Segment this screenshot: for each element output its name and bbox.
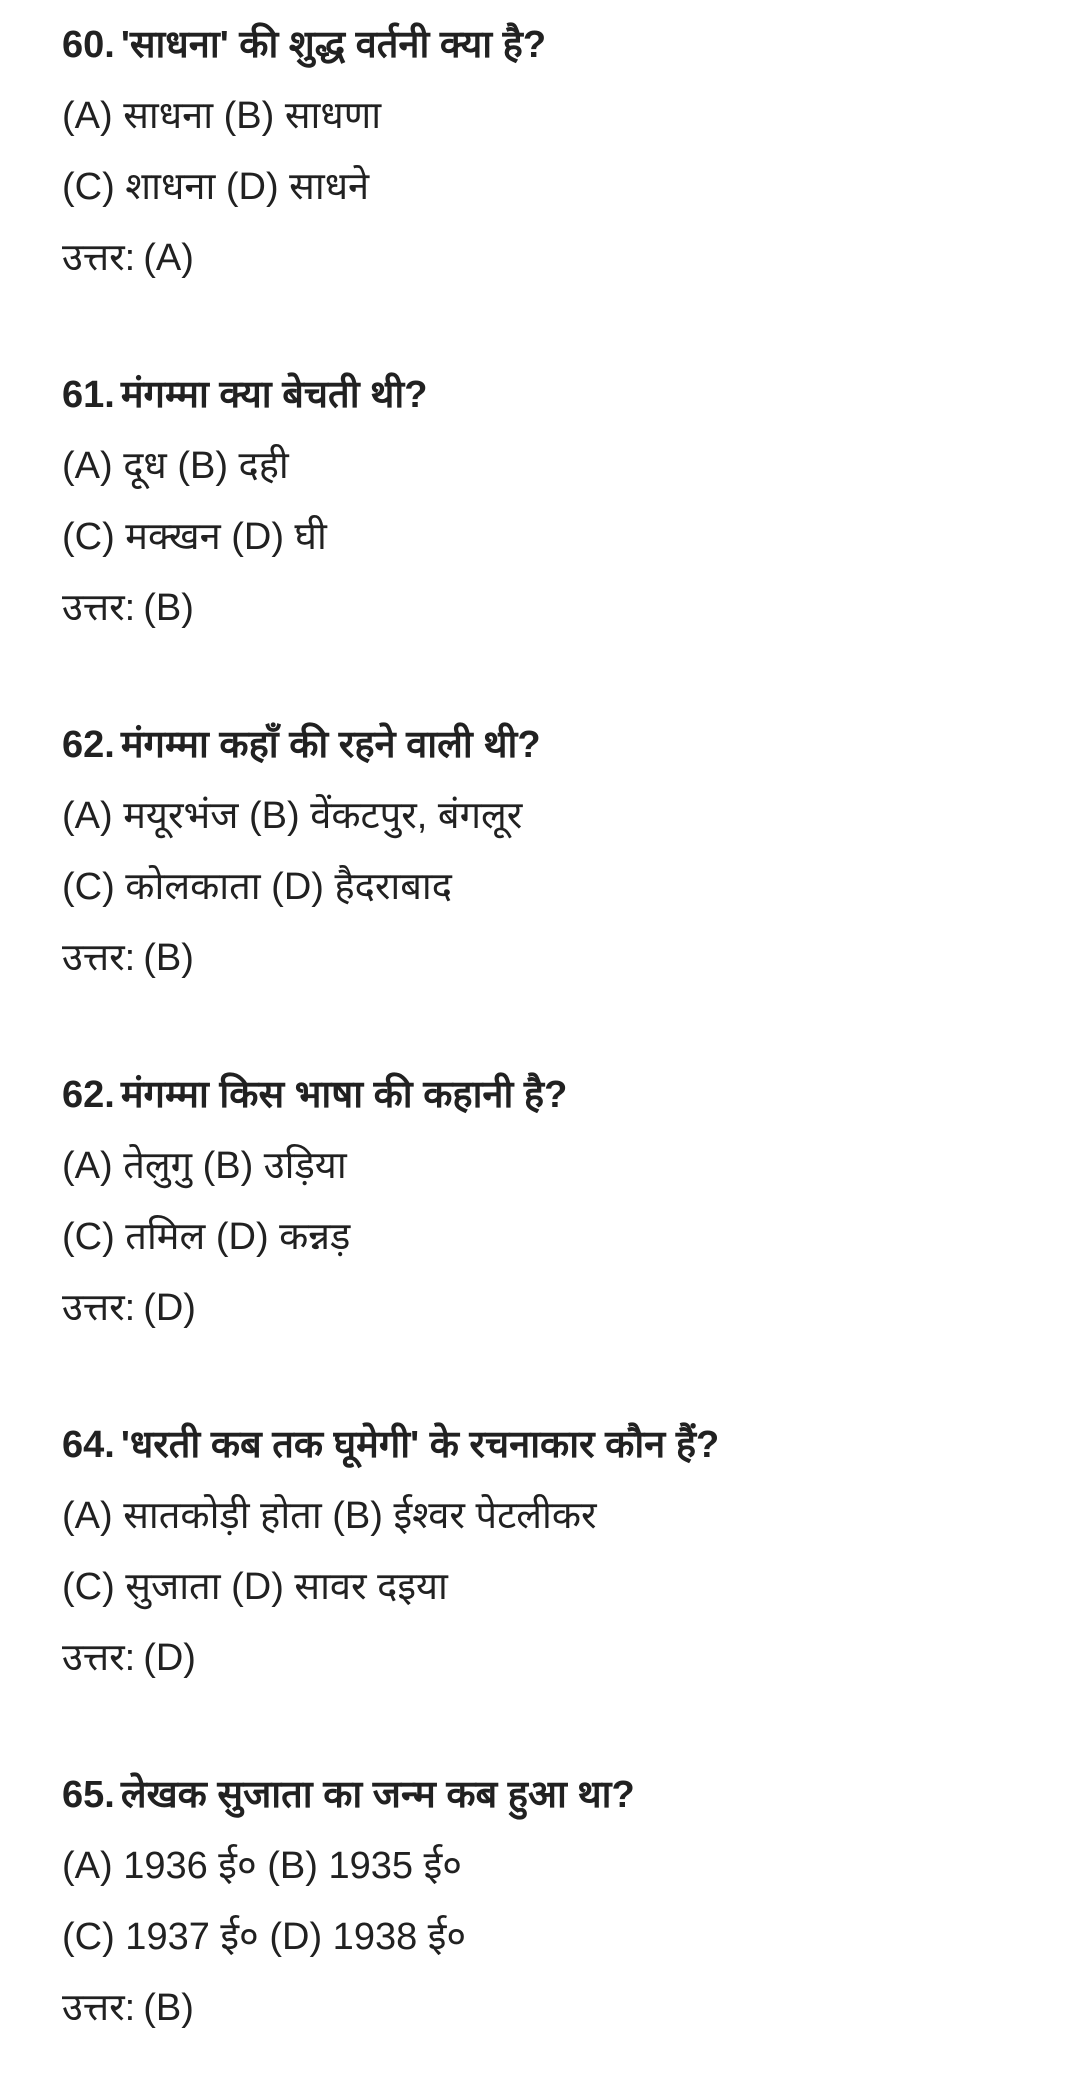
question-block-62b — [62, 1060, 1040, 1344]
question-heading — [62, 1060, 1040, 1131]
question-number: 62. — [62, 724, 115, 766]
answer-line — [62, 1273, 1040, 1344]
answer-label: उत्तर: — [62, 237, 136, 279]
question-block-60 — [62, 10, 1040, 294]
question-title: मंगम्मा कहाँ की रहने वाली थी? — [120, 724, 541, 766]
question-title: लेखक सुजाता का जन्म कब हुआ था? — [120, 1774, 635, 1816]
question-heading — [62, 1760, 1040, 1831]
options-line-1: (A) 1936 ई० (B) 1935 ई० — [62, 1845, 463, 1887]
options-line-2: (C) मक्खन (D) घी — [62, 516, 327, 558]
answer-label: उत्तर: — [62, 1637, 136, 1679]
question-title: मंगम्मा किस भाषा की कहानी है? — [120, 1074, 568, 1116]
question-title: 'साधना' की शुद्ध वर्तनी क्या है? — [120, 24, 547, 66]
question-title: मंगम्मा क्या बेचती थी? — [120, 374, 428, 416]
question-heading — [62, 710, 1040, 781]
question-number: 65. — [62, 1774, 115, 1816]
answer-label: उत्तर: — [62, 937, 136, 979]
answer-value: (D) — [143, 1287, 196, 1329]
answer-label: उत्तर: — [62, 587, 136, 629]
answer-line — [62, 1973, 1040, 2044]
options-line-1: (A) तेलुगु (B) उड़िया — [62, 1145, 347, 1187]
question-number: 64. — [62, 1424, 115, 1466]
answer-value: (B) — [143, 1987, 194, 2029]
question-block-65 — [62, 1760, 1040, 2044]
answer-line — [62, 223, 1040, 294]
options-line-1: (A) दूध (B) दही — [62, 445, 289, 487]
answer-label: उत्तर: — [62, 1987, 136, 2029]
question-title: 'धरती कब तक घूमेगी' के रचनाकार कौन हैं? — [120, 1424, 720, 1466]
options-line-2: (C) सुजाता (D) सावर दइया — [62, 1566, 448, 1608]
question-heading — [62, 360, 1040, 431]
options-line-1: (A) साधना (B) साधणा — [62, 95, 382, 137]
options-line-2: (C) 1937 ई० (D) 1938 ई० — [62, 1916, 467, 1958]
answer-value: (A) — [143, 237, 194, 279]
answer-line — [62, 1623, 1040, 1694]
options-line-1: (A) सातकोड़ी होता (B) ईश्वर पेटलीकर — [62, 1495, 597, 1537]
question-block-61 — [62, 360, 1040, 644]
answer-line — [62, 923, 1040, 994]
answer-value: (B) — [143, 587, 194, 629]
question-number: 62. — [62, 1074, 115, 1116]
options-line-2: (C) तमिल (D) कन्नड़ — [62, 1216, 351, 1258]
question-heading — [62, 1410, 1040, 1481]
options-line-2: (C) शाधना (D) साधने — [62, 166, 370, 208]
question-heading — [62, 10, 1040, 81]
options-line-1: (A) मयूरभंज (B) वेंकटपुर, बंगलूर — [62, 795, 523, 837]
question-number: 61. — [62, 374, 115, 416]
options-line-2: (C) कोलकाता (D) हैदराबाद — [62, 866, 452, 908]
answer-value: (B) — [143, 937, 194, 979]
answer-value: (D) — [143, 1637, 196, 1679]
question-block-62 — [62, 710, 1040, 994]
answer-line — [62, 573, 1040, 644]
question-number: 60. — [62, 24, 115, 66]
question-block-64 — [62, 1410, 1040, 1694]
answer-label: उत्तर: — [62, 1287, 136, 1329]
